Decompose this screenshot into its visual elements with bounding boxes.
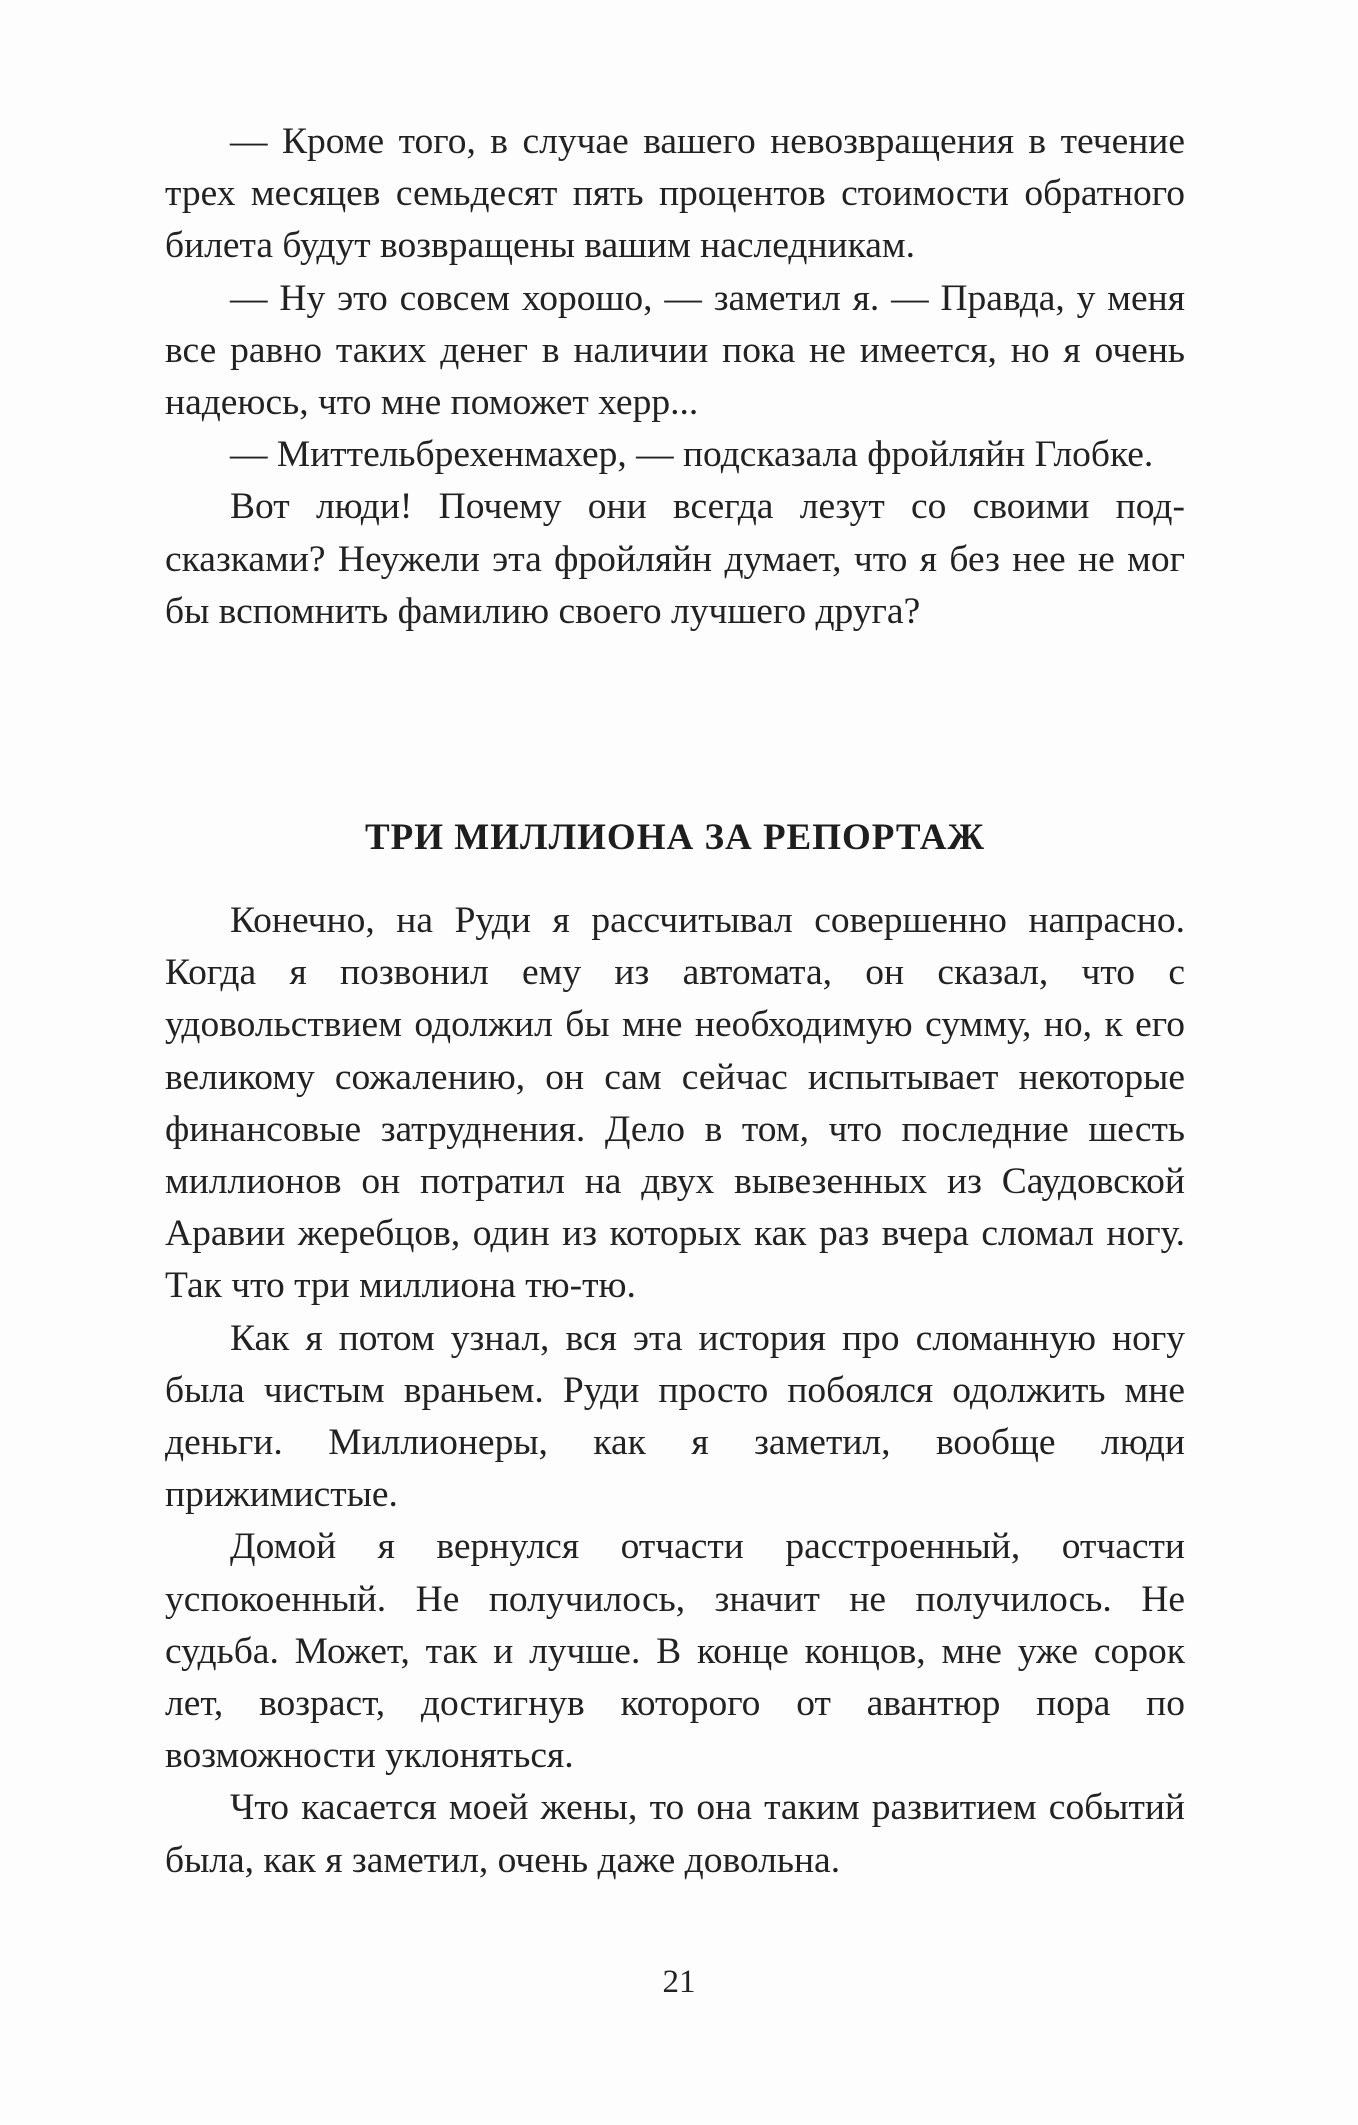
page-number: 21 bbox=[662, 1964, 696, 2000]
paragraph: Что касается моей жены, то она таким развитием событий была, как я заметил, очень даже довольна. bbox=[165, 1787, 1185, 1881]
paragraph: — Миттельбрехенмахер, — подсказала фройляйн Глобке. bbox=[230, 434, 1154, 476]
chapter-body bbox=[165, 895, 1185, 1887]
text-section-top bbox=[165, 116, 1185, 638]
paragraph: Конечно, на Руди я рассчитывал совершенно напрасно. Когда я позвонил ему из автомата, он сказал, что с удовольствием одолжил бы мне необходимую сумму, но, к его великому сожалению, он сам сейчас испытывает некоторые финансовые затруднения. Дело в том, что последние шесть миллионов он потратил на двух вывезенных из Саудовской Аравии жеребцов, один из которых как раз вчера сломал ногу. Так что три миллиона тю-тю. bbox=[165, 900, 1185, 1307]
paragraph: — Кроме того, в случае вашего невозвращения в течение трех месяцев семьдесят пять процентов стоимости обратного билета будут возвращены вашим наследникам. bbox=[165, 121, 1185, 267]
paragraph: — Ну это совсем хорошо, — заметил я. — Правда, у меня все равно таких денег в наличии пока не имеется, но я очень надеюсь, что мне поможет херр... bbox=[165, 277, 1185, 424]
paragraph: Вот люди! Почему они всегда лезут со своими подсказками? Неужели эта фройляйн думает, что я без нее не мог бы вспомнить фамилию своего лучшего друга? bbox=[165, 486, 1185, 632]
paragraph: Домой я вернулся отчасти расстроенный, отчасти успокоенный. Не получилось, значит не получилось. Не судьба. Может, так и лучше. В конце концов, мне уже сорок лет, возраст, достигнув которого от авантюр пора по возможности уклоняться. bbox=[165, 1526, 1185, 1777]
chapter-title: ТРИ МИЛЛИОНА ЗА РЕПОРТАЖ bbox=[365, 817, 985, 858]
paragraph: Как я потом узнал, вся эта история про сломанную ногу была чистым враньем. Руди просто побоялся одолжить мне деньги. Миллионеры, как я заметил, вообще люди прижимистые. bbox=[165, 1317, 1185, 1516]
